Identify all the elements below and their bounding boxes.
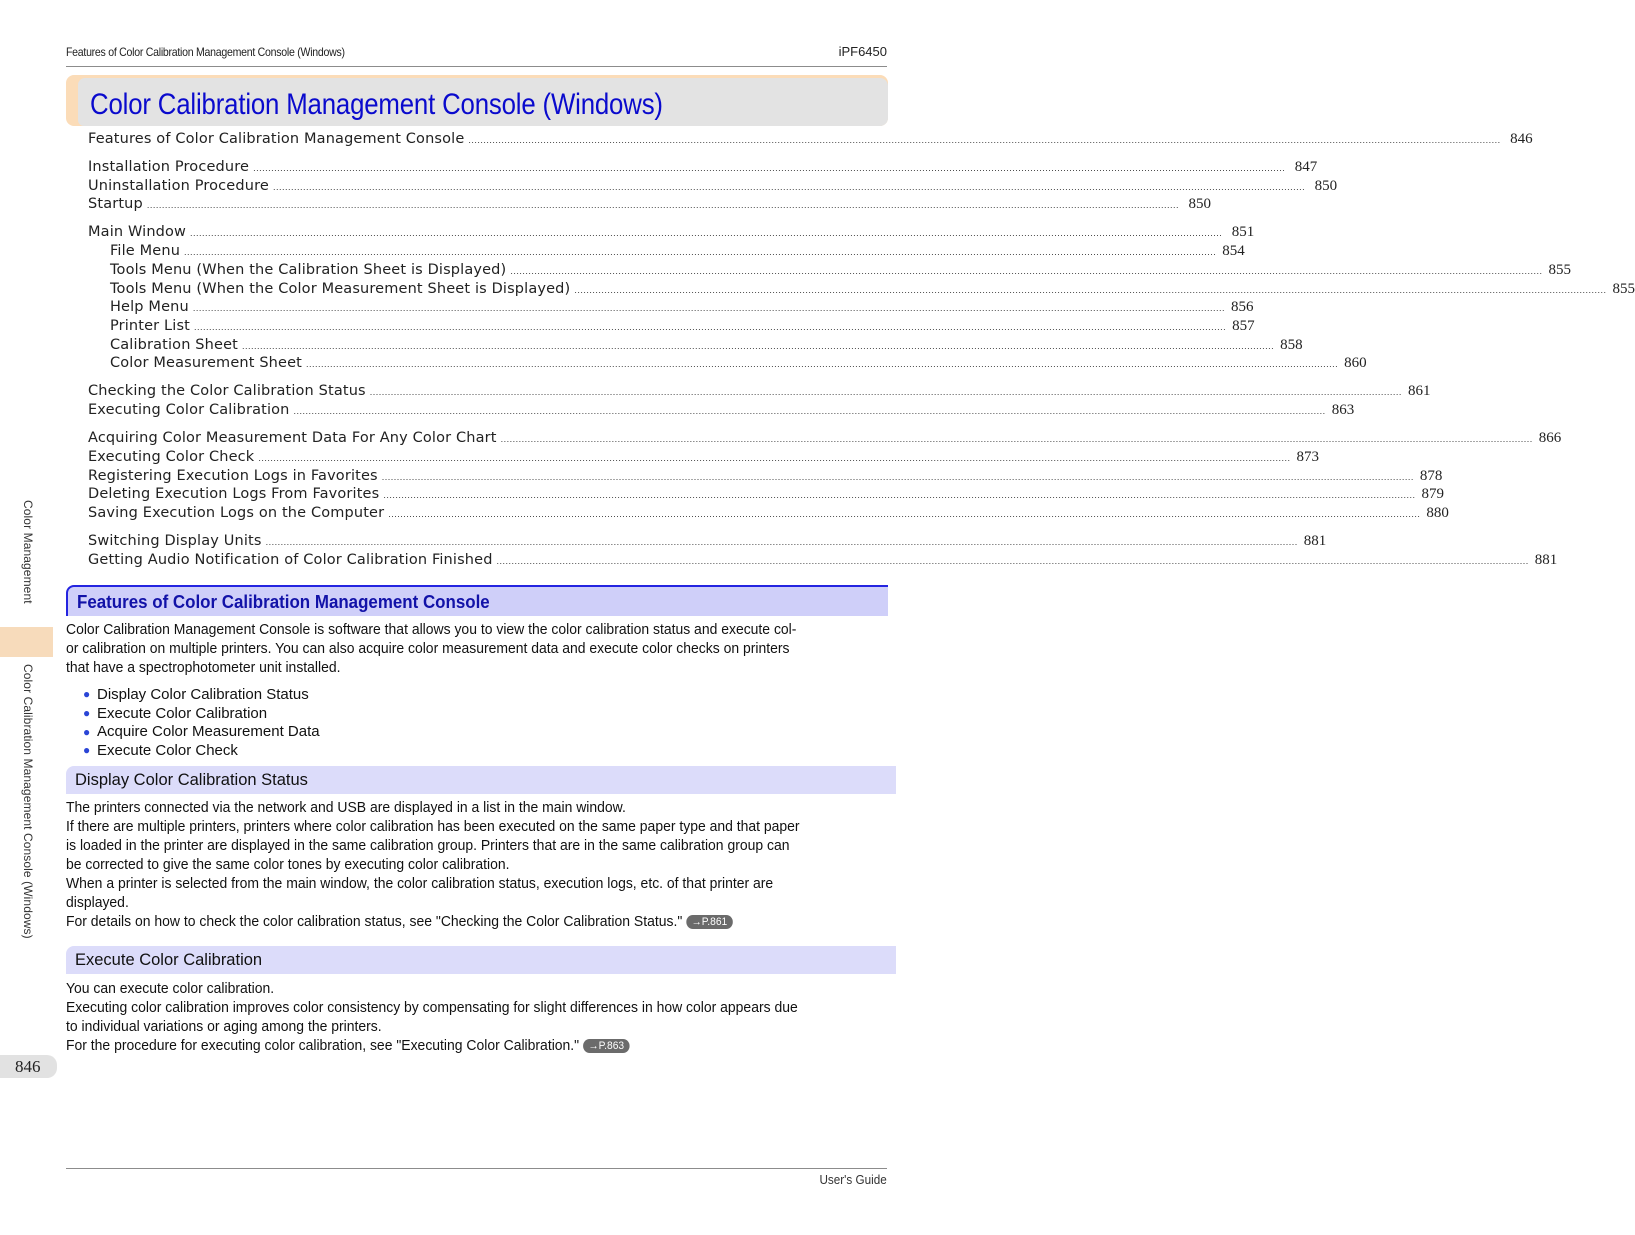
toc-label: Startup [88,196,143,212]
text-line [66,1036,888,1055]
toc-page: 858 [1280,337,1303,353]
display-status-body [66,798,830,931]
toc-label: Help Menu [110,299,189,315]
list-item-text: Execute Color Calibration [97,704,268,722]
toc-entry[interactable] [110,262,1571,281]
text-line: Executing color calibration improves color consistency by compensating for slight differences in how color appears due [66,999,798,1016]
toc-entry[interactable] [88,430,1562,449]
toc-page: 863 [1331,402,1355,418]
toc-page: 847 [1294,159,1318,175]
toc-label: Checking the Color Calibration Status [88,383,366,399]
section-heading-text: Features of Color Calibration Management Console [77,592,490,612]
subheading-text: Execute Color Calibration [75,951,263,969]
toc-entry[interactable] [110,337,1303,356]
toc-page: 879 [1421,486,1444,502]
toc-leader-dots [258,453,1290,463]
footer-rule [66,1168,887,1169]
toc-label: Registering Execution Logs in Favorites [88,468,378,484]
chapter-title-inner [78,78,888,126]
toc-leader-dots [184,247,1216,257]
toc-page: 855 [1612,281,1635,297]
toc-entry[interactable] [88,196,1211,215]
toc-page: 861 [1407,383,1431,399]
toc-entry[interactable] [88,159,1317,178]
toc-leader-dots [383,490,1415,500]
toc-label: Installation Procedure [88,159,250,175]
toc-page: 857 [1232,318,1255,334]
toc-label: Tools Menu (When the Color Measurement Sheet is Displayed) [110,281,571,297]
subheading-execute-calibration [66,946,896,974]
toc-page: 855 [1548,262,1571,278]
text-line: You can execute color calibration. [66,980,275,997]
list-item [83,685,320,704]
toc-leader-dots [388,509,1420,519]
toc-entry[interactable] [110,281,1635,300]
list-item-text: Acquire Color Measurement Data [97,723,320,741]
bullet-icon: ● [83,724,91,739]
toc-page: 866 [1538,430,1562,446]
execute-calibration-body [66,979,830,1055]
page-reference-link[interactable]: →P.863 [583,1039,630,1053]
page-title: Color Calibration Management Console (Windows) [90,88,663,121]
toc-label: Tools Menu (When the Calibration Sheet is Displayed) [110,262,507,278]
toc-leader-dots [253,163,1285,173]
side-tab-chapter[interactable]: Color Management [21,500,35,604]
bullet-icon: ● [83,706,91,721]
running-head-section: Features of Color Calibration Management Console (Windows) [66,45,345,59]
toc-leader-dots [468,135,1500,145]
text-line: to individual variations or aging among the printers. [66,1018,382,1035]
features-intro [66,620,830,677]
list-item-text: Display Color Calibration Status [97,685,309,703]
text-line-content: For the procedure for executing color calibration, see "Executing Color Calibration." [66,1037,580,1054]
subheading-display-status [66,766,896,794]
toc-leader-dots [370,387,1402,397]
page-number: 846 [15,1057,41,1076]
toc-label: Main Window [88,224,187,240]
toc-entry[interactable] [88,402,1355,421]
toc-entry[interactable] [88,131,1533,150]
page-reference-link[interactable]: →P.861 [686,915,733,929]
toc-label: File Menu [110,243,181,259]
toc-leader-dots [190,228,1222,238]
text-line: or calibration on multiple printers. You can also acquire color measurement data and execute color checks on printers [66,640,790,657]
toc-leader-dots [193,303,1225,313]
running-head [66,44,887,67]
toc-entry[interactable] [110,355,1367,374]
toc-leader-dots [497,556,1529,566]
toc-entry[interactable] [88,468,1443,487]
toc-leader-dots [266,537,1298,547]
toc-leader-dots [273,182,1305,192]
side-tab-active-marker [0,627,53,657]
text-line: displayed. [66,894,129,911]
toc-entry[interactable] [88,533,1327,552]
text-line: be corrected to give the same color tones by executing color calibration. [66,856,510,873]
toc-leader-dots [242,341,1274,351]
feature-list [83,685,320,760]
list-item [83,741,320,760]
toc-label: Saving Execution Logs on the Computer [88,505,385,521]
toc-entry[interactable] [110,243,1245,262]
toc-leader-dots [147,200,1179,210]
toc-leader-dots [574,285,1606,295]
text-line: that have a spectrophotometer unit installed. [66,659,341,676]
toc-entry[interactable] [88,383,1431,402]
footer-text: User's Guide [819,1172,887,1187]
toc-page: 851 [1231,224,1255,240]
chapter-title-box [66,75,888,126]
bullet-icon: ● [83,687,91,702]
toc-page: 846 [1510,131,1533,147]
toc-page: 881 [1303,533,1327,549]
toc-entry[interactable] [88,505,1449,524]
toc-page: 850 [1314,178,1338,194]
toc-label: Getting Audio Notification of Color Calibration Finished [88,552,493,568]
subheading-text: Display Color Calibration Status [75,771,308,789]
toc-page: 873 [1296,449,1319,465]
list-item [83,722,320,741]
toc-label: Color Measurement Sheet [110,355,302,371]
toc-label: Printer List [110,318,190,334]
text-line: is loaded in the printer are displayed in the same calibration group. Printers that are in the same calibration group can [66,837,790,854]
text-line: If there are multiple printers, printers where color calibration has been executed on the same paper type and that paper [66,818,800,835]
toc-label: Features of Color Calibration Management Console [88,131,465,147]
toc-entry[interactable] [110,299,1254,318]
toc-label: Deleting Execution Logs From Favorites [88,486,380,502]
toc-leader-dots [194,322,1226,332]
toc-label: Switching Display Units [88,533,262,549]
running-head-model: iPF6450 [838,44,887,59]
bullet-icon: ● [83,743,91,758]
text-line [66,912,888,931]
toc-page: 850 [1188,196,1212,212]
toc-leader-dots [294,406,1326,416]
toc-page: 878 [1419,468,1443,484]
text-line-content: For details on how to check the color calibration status, see "Checking the Color Calibration Status." [66,913,683,930]
toc-entry[interactable] [88,224,1254,243]
toc-leader-dots [501,434,1533,444]
text-line: Color Calibration Management Console is software that allows you to view the color calibration status and execute col- [66,621,797,638]
text-line: The printers connected via the network and USB are displayed in a list in the main window. [66,799,626,816]
list-item [83,704,320,723]
toc-label: Executing Color Check [88,449,255,465]
toc-entry[interactable] [88,486,1444,505]
toc-leader-dots [510,266,1542,276]
toc-leader-dots [382,472,1414,482]
toc-entry[interactable] [88,449,1319,468]
toc-label: Acquiring Color Measurement Data For Any Color Chart [88,430,497,446]
toc-label: Uninstallation Procedure [88,178,269,194]
side-tab-section[interactable]: Color Calibration Management Console (Windows) [21,664,35,939]
toc-page: 854 [1222,243,1245,259]
toc-page: 860 [1344,355,1367,371]
text-line: When a printer is selected from the main window, the color calibration status, execution logs, etc. of that printer are [66,875,774,892]
page-number-tab [0,1055,57,1078]
toc-page: 881 [1534,552,1558,568]
toc-label: Executing Color Calibration [88,402,290,418]
toc-page: 856 [1231,299,1254,315]
toc-leader-dots [306,359,1338,369]
list-item-text: Execute Color Check [97,741,238,759]
toc-entry[interactable] [88,552,1558,571]
toc-entry[interactable] [88,178,1337,197]
toc-label: Calibration Sheet [110,337,238,353]
toc-page: 880 [1426,505,1449,521]
section-heading-features [66,585,888,616]
toc-entry[interactable] [110,318,1255,337]
